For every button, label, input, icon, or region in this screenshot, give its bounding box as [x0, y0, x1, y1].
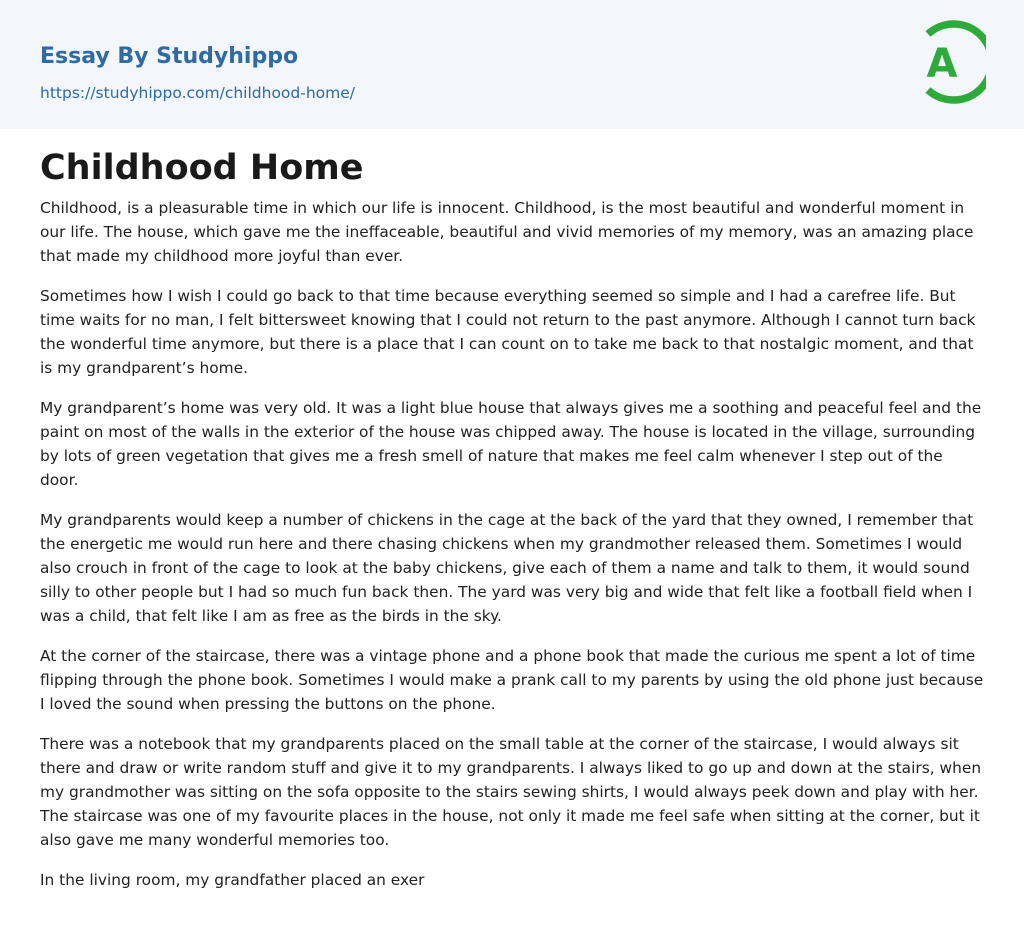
article-body: [0, 129, 1024, 892]
article-paragraph-2: Sometimes how I wish I could go back to that time because everything seemed so simple and I had a carefree life. But time waits for no man, I felt bittersweet knowing that I could not return to the past anymore. Although I cannot turn back the wonderful time anymore, but there is a place that I can count on to take me back to that nostalgic moment, and that is my grandparent’s home.: [40, 287, 976, 377]
article-paragraph-7: In the living room, my grandfather placed an exer: [40, 871, 425, 889]
article-paragraph-3: My grandparent’s home was very old. It was a light blue house that always gives me a soothing and peaceful feel and the paint on most of the walls in the exterior of the house was chipped away. The house is located in the village, surrounding by lots of green vegetation that gives me a fresh smell of nature that makes me feel calm whenever I step out of the door.: [40, 399, 982, 489]
article-paragraph-1: Childhood, is a pleasurable time in which our life is innocent. Childhood, is the most beautiful and wonderful moment in our life. The house, which gave me the ineffaceable, beautiful and vivid memories of my memory, was an amazing place that made my childhood more joyful than ever.: [40, 199, 974, 265]
essay-url-link[interactable]: https://studyhippo.com/childhood-home/: [40, 84, 356, 102]
article-paragraph-5: At the corner of the staircase, there was a vintage phone and a phone book that made the curious me spent a lot of time flipping through the phone book. Sometimes I would make a prank call to my parents by using the old phone just because I loved the sound when pressing the buttons on the phone.: [40, 647, 984, 713]
page-header: [0, 0, 1024, 129]
article-paragraph-6: There was a notebook that my grandparents placed on the small table at the corner of the staircase, I would always sit there and draw or write random stuff and give it to my grandparents. I always liked to go up and down at the stairs, when my grandmother was sitting on the sofa opposite to the stairs sewing shirts, I would always peek down and play with her. The staircase was one of my favourite places in the house, not only it made me feel safe when sitting at the corner, but it also gave me many wonderful memories too.: [40, 735, 982, 849]
article-paragraph-4: My grandparents would keep a number of chickens in the cage at the back of the yard that they owned, I remember that the energetic me would run here and there chasing chickens when my grandmother released them. Sometimes I would also crouch in front of the cage to look at the baby chickens, give each of them a name and talk to them, it would sound silly to other people but I had so much fun back then. The yard was very big and wide that felt like a football field when I was a child, that felt like I am as free as the birds in the sky.: [40, 511, 974, 625]
site-brand[interactable]: Essay By Studyhippo: [40, 44, 299, 69]
page-title: Childhood Home: [40, 148, 364, 188]
studyhippo-logo-icon[interactable]: [916, 18, 986, 106]
logo-letter: A: [926, 41, 958, 87]
